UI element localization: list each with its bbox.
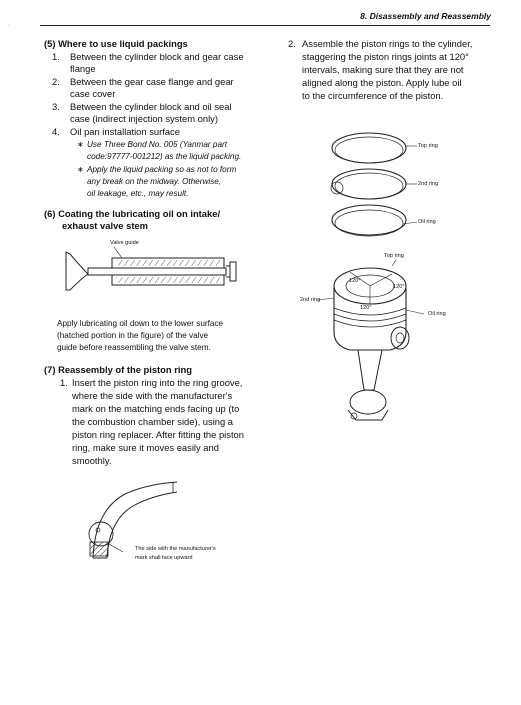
s6-caption-line2: (hatched portion in the figure) of the valve (57, 331, 209, 340)
s5-item1-line2: flange (70, 63, 96, 74)
page-header-title: 8. Disassembly and Reassembly (360, 11, 491, 21)
s7-line2: where the side with the manufacturer's (72, 390, 233, 401)
ring-mark-caption-line1: The side with the manufacturer's (135, 546, 216, 552)
rings-label-oil: Oil ring (418, 219, 436, 225)
r-line3: intervals, making sure that they are not (302, 64, 464, 75)
s5-item1-line1: Between the cylinder block and gear case (70, 51, 244, 62)
s5-note2-mark: ∗ (77, 165, 84, 174)
s5-note2-line3: oil leakage, etc., may result. (87, 189, 189, 198)
s7-line6: ring, make sure it moves easily and (72, 442, 219, 453)
r-line2: staggering the piston rings joints at 120° (302, 51, 469, 62)
valve-guide-diagram (60, 244, 240, 304)
valve-guide-label: Valve guide (110, 240, 139, 246)
piston-assembly-diagram (330, 262, 430, 422)
ring-mark-caption-line2: mark shall face upward (135, 555, 193, 561)
piston-label-second: 2nd ring (300, 297, 321, 303)
s7-line3: mark on the matching ends facing up (to (72, 403, 240, 414)
piston-label-top: Top ring (384, 253, 404, 259)
s5-item1-num: 1. (52, 51, 60, 62)
s6-caption-line1: Apply lubricating oil down to the lower surface (57, 319, 224, 328)
s5-item2-line1: Between the gear case flange and gear (70, 76, 234, 87)
s5-item4-num: 4. (52, 126, 60, 137)
piston-label-oil: Oil ring (428, 311, 446, 317)
r-line4: aligned along the piston. Apply lube oil (302, 77, 462, 88)
s5-item2-num: 2. (52, 76, 60, 87)
piston-angle-c: 120° (360, 305, 372, 311)
s7-line7: smoothly. (72, 455, 112, 466)
margin-mark: · (7, 22, 10, 29)
s5-note1-line1: Use Three Bond No. 005 (Yanmar part (87, 140, 228, 149)
r-item-num: 2. (288, 38, 296, 49)
piston-angle-a: 120° (349, 278, 361, 284)
section6-heading-line2: exhaust valve stem (62, 220, 148, 231)
s5-note1-line2: code:97777-001212) as the liquid packing. (87, 152, 242, 161)
s5-note1-mark: ∗ (77, 140, 84, 149)
s5-item3-num: 3. (52, 101, 60, 112)
s6-caption-line3: guide before reassembling the valve stem. (57, 343, 211, 352)
s7-line4: the combustion chamber side), using a (72, 416, 234, 427)
piston-rings-exploded-diagram (325, 128, 425, 246)
s7-line1: Insert the piston ring into the ring groove, (72, 377, 243, 388)
s5-note2-line1: Apply the liquid packing so as not to form (87, 165, 237, 174)
header-rule (40, 25, 490, 26)
s5-item3-line2: case (indirect injection system only) (70, 113, 218, 124)
s5-item4-line1: Oil pan installation surface (70, 126, 180, 137)
s5-note2-line2: any break on the midway. Otherwise, (87, 177, 222, 186)
r-line5: to the circumference of the piston. (302, 90, 444, 101)
s5-item2-line2: case cover (70, 88, 116, 99)
section5-heading: (5) Where to use liquid packings (44, 38, 188, 49)
s7-line5: piston ring replacer. After fitting the piston (72, 429, 244, 440)
s7-item-num: 1. (60, 377, 68, 388)
section7-heading: (7) Reassembly of the piston ring (44, 364, 192, 375)
section6-heading-line1: (6) Coating the lubricating oil on intake/ (44, 208, 221, 219)
r-line1: Assemble the piston rings to the cylinder, (302, 38, 473, 49)
rings-label-top: Top ring (418, 143, 438, 149)
rings-label-second: 2nd ring (418, 181, 439, 187)
s5-item3-line1: Between the cylinder block and oil seal (70, 101, 232, 112)
piston-angle-b: 120° (393, 284, 405, 290)
